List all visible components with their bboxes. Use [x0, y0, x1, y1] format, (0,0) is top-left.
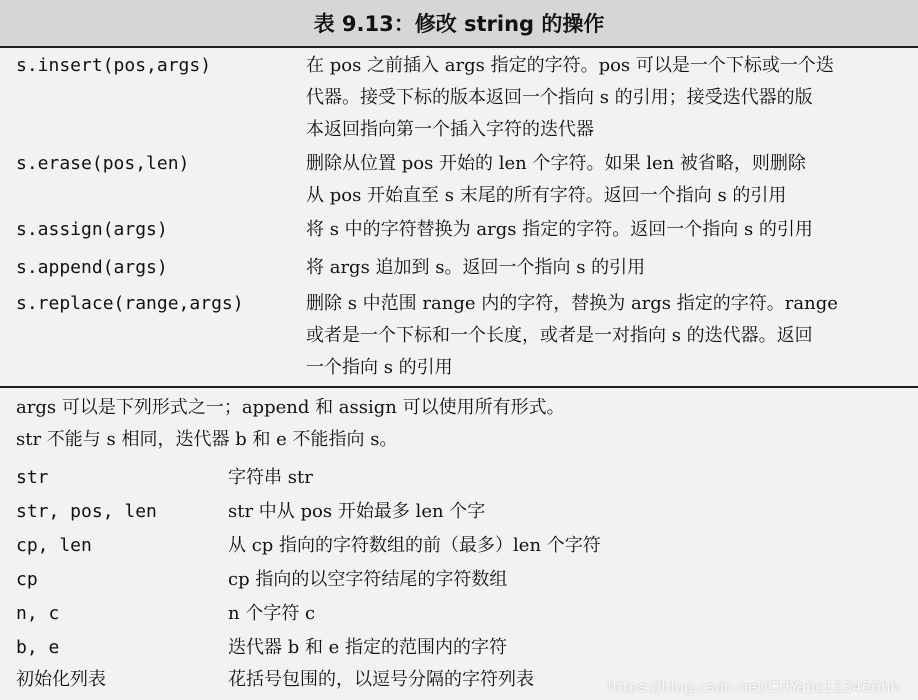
signature: s.replace(range,args)	[16, 293, 244, 314]
description: 在 pos 之前插入 args 指定的字符。pos 可以是一个下标或一个迭 代器。接受下标的版本返回一个指向 s 的引用；接受迭代器的版 本返回指向第一个插入字符的迭代器	[306, 55, 834, 140]
table-title: 表 9.13：修改 string 的操作	[0, 0, 918, 48]
note-str: str 不能与 s 相同，迭代器 b 和 e 不能指向 s。	[16, 429, 398, 450]
signature: s.append(args)	[16, 257, 168, 278]
form-row: str, pos, len str 中从 pos 开始最多 len 个字	[16, 501, 486, 522]
row-append	[0, 252, 918, 284]
form-row: 初始化列表 花括号包围的，以逗号分隔的字符列表	[16, 669, 534, 690]
signature: s.assign(args)	[16, 219, 168, 240]
row-erase	[0, 148, 918, 212]
form-row: cp cp 指向的以空字符结尾的字符数组	[16, 569, 508, 590]
watermark: https://blog.csdn.net/CHYabc123456hh	[607, 678, 900, 696]
description: 将 args 追加到 s。返回一个指向 s 的引用	[306, 257, 646, 278]
description: 将 s 中的字符替换为 args 指定的字符。返回一个指向 s 的引用	[306, 219, 813, 240]
signature: s.insert(pos,args)	[16, 55, 212, 76]
note-args: args 可以是下列形式之一；append 和 assign 可以使用所有形式。	[16, 397, 565, 418]
description: 删除 s 中范围 range 内的字符，替换为 args 指定的字符。range 或者是一个下标和一个长度，或者是一对指向 s 的迭代器。返回 一个指向 s 的引用	[306, 293, 838, 378]
divider	[0, 386, 918, 388]
form-row: str 字符串 str	[16, 467, 313, 488]
row-replace	[0, 288, 918, 384]
row-insert	[0, 50, 918, 146]
form-row: cp, len 从 cp 指向的字符数组的前（最多）len 个字符	[16, 535, 601, 556]
form-row: b, e 迭代器 b 和 e 指定的范围内的字符	[16, 637, 508, 658]
signature: s.erase(pos,len)	[16, 153, 190, 174]
form-row: n, c n 个字符 c	[16, 603, 316, 624]
description: 删除从位置 pos 开始的 len 个字符。如果 len 被省略，则删除 从 pos 开始直至 s 末尾的所有字符。返回一个指向 s 的引用	[306, 153, 806, 206]
row-assign	[0, 214, 918, 246]
